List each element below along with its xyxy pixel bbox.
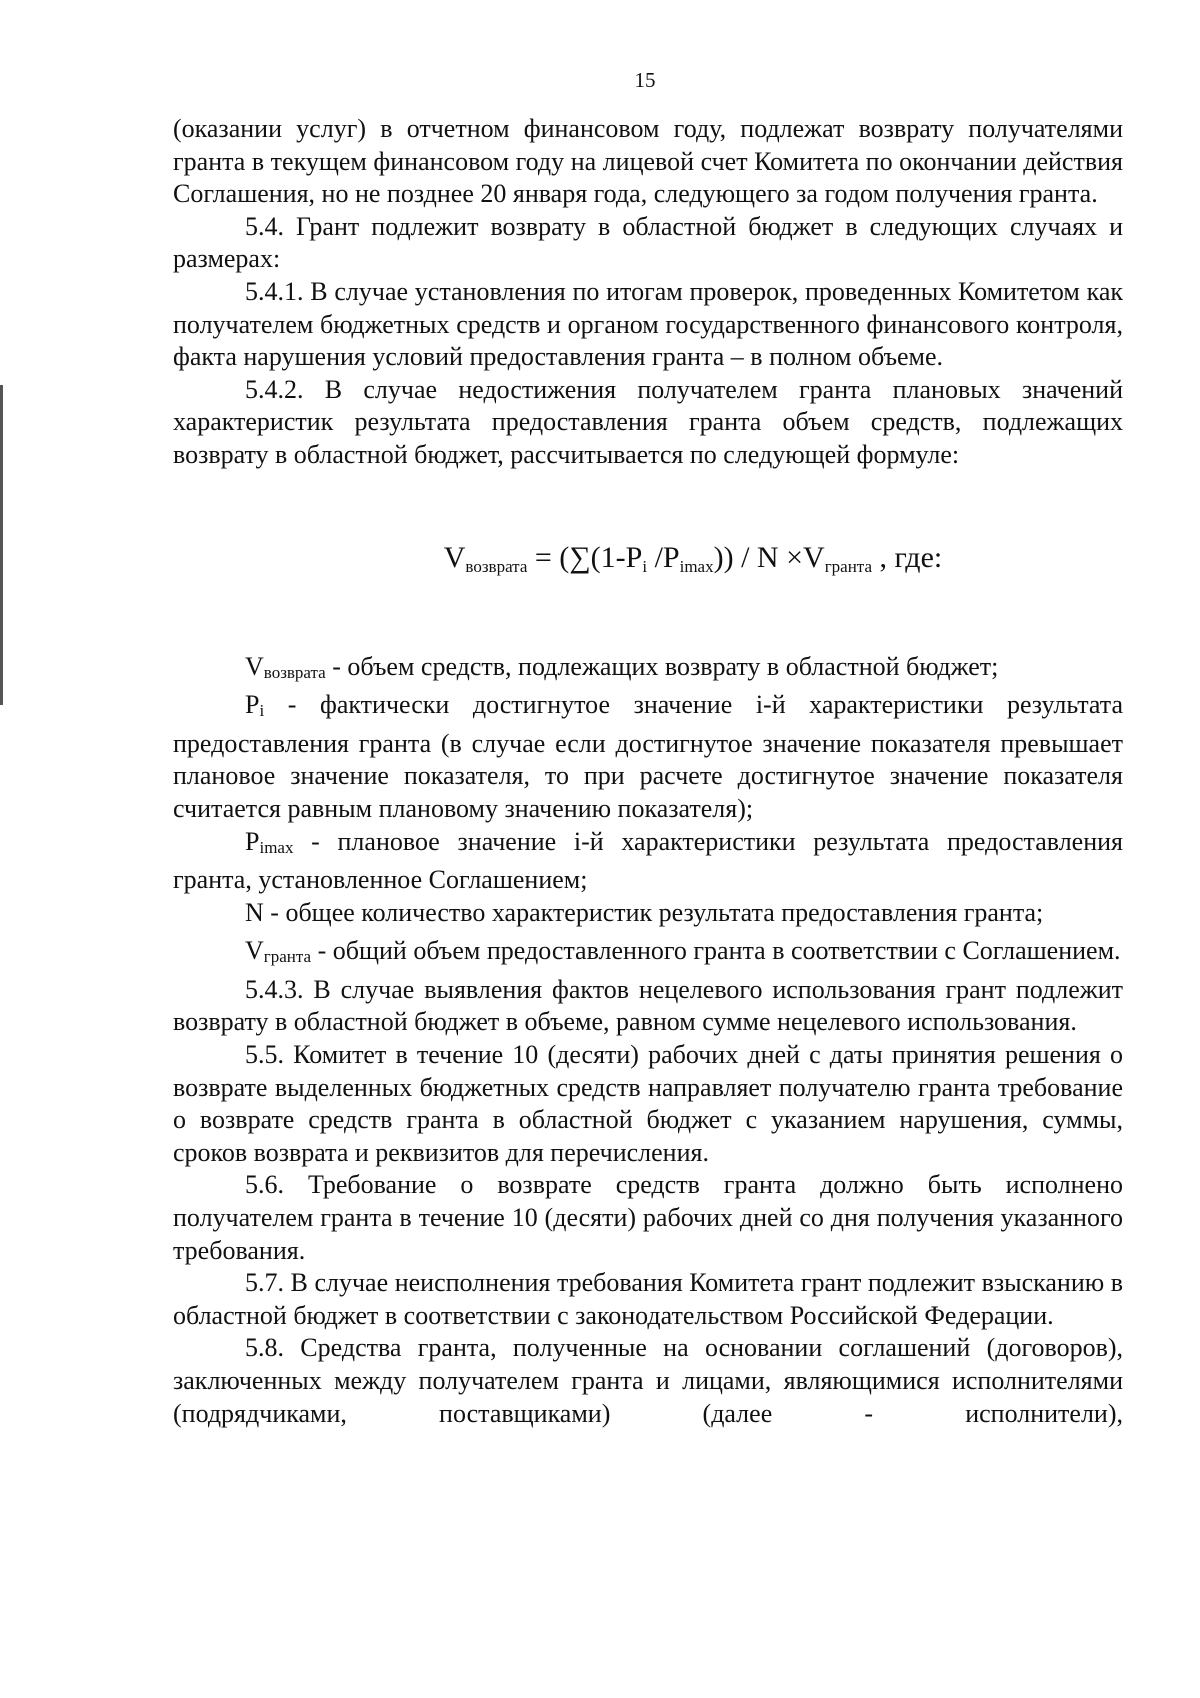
paragraph-continuation: (оказании услуг) в отчетном финансовом году, подлежат возврату получателями гранта в текущем финансовом году на лицевой счет Комитета по окончании действия Соглашения, но не позднее 20 января года, следующего за годом получения гранта. <box>173 114 1123 209</box>
paragraph-5-4: 5.4. Грант подлежит возврату в областной бюджет в следующих случаях и размерах: <box>173 211 1123 274</box>
formula-where: , где: <box>872 540 943 574</box>
formula-imax-sub: imax <box>679 556 714 576</box>
definition-p-i: Pi - фактически достигнутое значение i-й характеристики результата предоставления гранта (в случае если достигнутое значение показателя превышает плановое значение показателя, то при расчете достигнутое значение показателя считается равным плановому значению показателя); <box>173 690 1123 823</box>
definition-v-refund: Vвозврата - объем средств, подлежащих возврату в областной бюджет; <box>245 651 999 682</box>
scan-margin-line <box>0 385 3 705</box>
formula-close: )) / N ×V <box>713 540 825 574</box>
refund-formula <box>173 538 1123 587</box>
formula-slash: /P <box>647 540 680 574</box>
definition-v-grant: Vгранта - общий объем предоставленного гранта в соответствии с Соглашением. <box>245 936 1121 967</box>
formula-v: V <box>443 540 466 574</box>
definition-p-imax: Pimax - плановое значение i-й характеристики результата предоставления гранта, установленное Соглашением; <box>173 826 1123 895</box>
paragraph-5-8: 5.8. Средства гранта, полученные на основании соглашений (договоров), заключенных между получателем гранта и лицами, являющимися исполнителями (подрядчиками, поставщиками) (далее - исполнители), <box>173 1333 1123 1428</box>
formula-i-sub: i <box>642 556 648 576</box>
paragraph-5-4-3: 5.4.3. В случае выявления фактов нецелевого использования грант подлежит возврату в областной бюджет в объеме, равном сумме нецелевого использования. <box>173 974 1123 1037</box>
formula-grant-sub: гранта <box>824 556 872 576</box>
document-body <box>173 113 1123 1430</box>
paragraph-5-7: 5.7. В случае неисполнения требования Комитета грант подлежит взысканию в областной бюджет в соответствии с законодательством Российской Федерации. <box>173 1268 1123 1330</box>
paragraph-5-4-1: 5.4.1. В случае установления по итогам проверок, проведенных Комитетом как получателем бюджетных средств и органом государственного финансового контроля, факта нарушения условий предоставления гранта – в полном объеме. <box>173 276 1123 372</box>
paragraph-5-6: 5.6. Требование о возврате средств гранта должно быть исполнено получателем гранта в течение 10 (десяти) рабочих дней со дня получения указанного требования. <box>173 1170 1123 1265</box>
definition-n: N - общее количество характеристик результата предоставления гранта; <box>245 897 1044 927</box>
paragraph-5-4-2: 5.4.2. В случае недостижения получателем гранта плановых значений характеристик результата предоставления гранта объем средств, подлежащих возврату в областной бюджет, рассчитывается по следующей формуле: <box>173 374 1123 469</box>
page-number: 15 <box>634 68 656 92</box>
paragraph-5-5: 5.5. Комитет в течение 10 (десяти) рабочих дней с даты принятия решения о возврате выделенных бюджетных средств направляет получателю гранта требование о возврате средств гранта в областной бюджет с указанием нарушения, суммы, сроков возврата и реквизитов для перечисления. <box>173 1040 1123 1167</box>
formula-v-sub: возврата <box>465 556 528 576</box>
formula-eq: = (∑(1-P <box>527 540 643 574</box>
